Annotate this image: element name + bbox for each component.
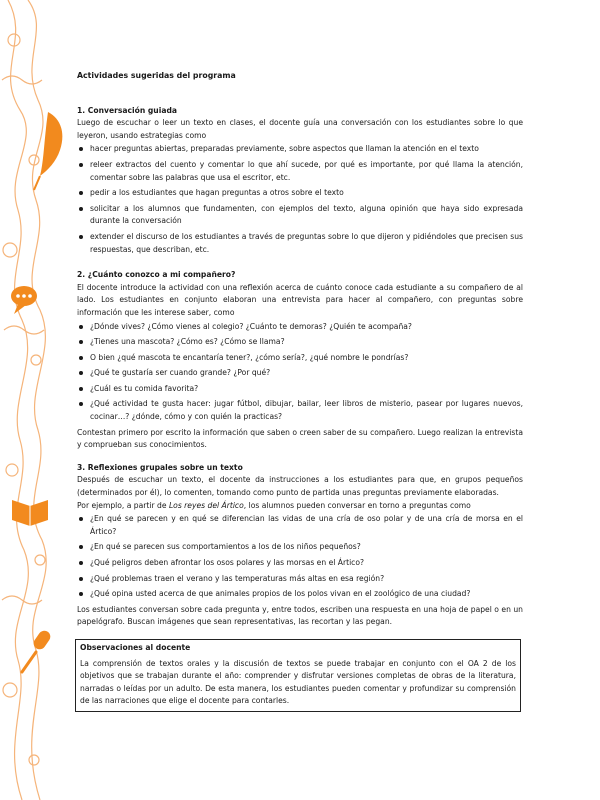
- list-item: ¿Qué peligros deben afrontar los osos polares y las morsas en el Ártico?: [77, 557, 523, 570]
- section-intro: Luego de escuchar o leer un texto en clases, el docente guía una conversación con los estudiantes sobre lo que leyeron, usando estrategias como: [77, 118, 523, 140]
- book-title: Los reyes del Ártico: [168, 500, 244, 510]
- list-item: ¿Cuál es tu comida favorita?: [77, 383, 523, 396]
- list-item: releer extractos del cuento y comentar lo que ahí sucede, por qué es importante, por qué llama la atención, comentar sobre las palabras que usa el escritor, etc.: [77, 159, 523, 184]
- list-item: ¿Qué te gustaría ser cuando grande? ¿Por qué?: [77, 367, 523, 380]
- section-cuanto-conozco: [77, 269, 523, 452]
- bullet-list: [77, 513, 523, 601]
- quill-icon: [34, 112, 62, 190]
- section-heading: 1. Conversación guiada: [77, 105, 177, 115]
- list-item: extender el discurso de los estudiantes a través de preguntas sobre lo que dijeron y pidiéndoles que precisen sus respuestas, que describan, etc.: [77, 231, 523, 256]
- example-sentence: Por ejemplo, a partir de Los reyes del Ártico, los alumnos pueden conversar en torno a preguntas como: [77, 500, 471, 510]
- list-item: hacer preguntas abiertas, preparadas previamente, sobre aspectos que llaman la atención en el texto: [77, 143, 523, 156]
- bullet-list: [77, 143, 523, 256]
- list-item: ¿Qué opina usted acerca de que animales propios de los polos vivan en el zoológico de una ciudad?: [77, 588, 523, 601]
- decorative-margin: [0, 0, 70, 800]
- list-item: pedir a los estudiantes que hagan preguntas a otros sobre el texto: [77, 187, 523, 200]
- document-body: [77, 70, 523, 712]
- section-intro: El docente introduce la actividad con una reflexión acerca de cuánto conoce cada estudiante a su compañero de al lado. Los estudiantes en conjunto elaboran una entrevista para hacer al compañero, con preguntas sobre información que les interese saber, como: [77, 282, 523, 317]
- list-item: ¿Qué actividad te gusta hacer: jugar fútbol, dibujar, bailar, leer libros de misterio, pasear por lugares nuevos, cocinar…? ¿dónde, cómo y con quién la practicas?: [77, 398, 523, 423]
- page-title: Actividades sugeridas del programa: [77, 71, 236, 80]
- section-heading: 2. ¿Cuánto conozco a mi compañero?: [77, 270, 236, 280]
- speech-bubble-icon: [11, 286, 37, 314]
- list-item: ¿Qué problemas traen el verano y las temperaturas más altas en esa región?: [77, 573, 523, 586]
- observaciones-heading: Observaciones al docente: [80, 642, 191, 652]
- list-item: ¿En qué se parecen y en qué se diferencian las vidas de una cría de oso polar y de una cría de morsa en el Ártico?: [77, 513, 523, 538]
- list-item: solicitar a los alumnos que fundamenten, con ejemplos del texto, alguna opinión que haya sido expresada durante la conversación: [77, 203, 523, 228]
- section-intro: Después de escuchar un texto, el docente da instrucciones a los estudiantes para que, en grupos pequeños (determinados por él), lo comenten, tomando como punto de partida unas preguntas previamente elaboradas.: [77, 475, 523, 498]
- open-book-icon: [12, 500, 48, 526]
- bullet-list: [77, 321, 523, 424]
- section-heading: 3. Reflexiones grupales sobre un texto: [77, 462, 243, 472]
- section-conversacion-guiada: [77, 105, 523, 257]
- section-closing: Contestan primero por escrito la información que saben o creen saber de su compañero. Luego realizan la entrevista y comprueban sus conocimientos.: [77, 427, 523, 450]
- list-item: ¿Tienes una mascota? ¿Cómo es? ¿Cómo se llama?: [77, 336, 523, 349]
- section-reflexiones-grupales: [77, 462, 523, 629]
- observaciones-box: [75, 639, 521, 712]
- microphone-icon: [22, 628, 53, 672]
- list-item: ¿En qué se parecen sus comportamientos a los de los niños pequeños?: [77, 541, 523, 554]
- section-closing: Los estudiantes conversan sobre cada pregunta y, entre todos, escriben una respuesta en una hoja de papel o en un papelógrafo. Buscan imágenes que sean representativas, las recortan y las pegan.: [77, 604, 523, 627]
- list-item: ¿Dónde vives? ¿Cómo vienes al colegio? ¿Cuánto te demoras? ¿Quién te acompaña?: [77, 321, 523, 334]
- observaciones-text: La comprensión de textos orales y la discusión de textos se puede trabajar en conjunto con el OA 2 de los objetivos que se trabajan durante el año: comprender y disfrutar versiones completas de obras de la literatura, narradas o leídas por un adulto. De esta manera, los estudiantes pueden comentar y profundizar su comprensión de las narraciones que elige el docente para contarles.: [80, 658, 516, 706]
- list-item: O bien ¿qué mascota te encantaría tener?, ¿cómo sería?, ¿qué nombre le pondrías?: [77, 352, 523, 365]
